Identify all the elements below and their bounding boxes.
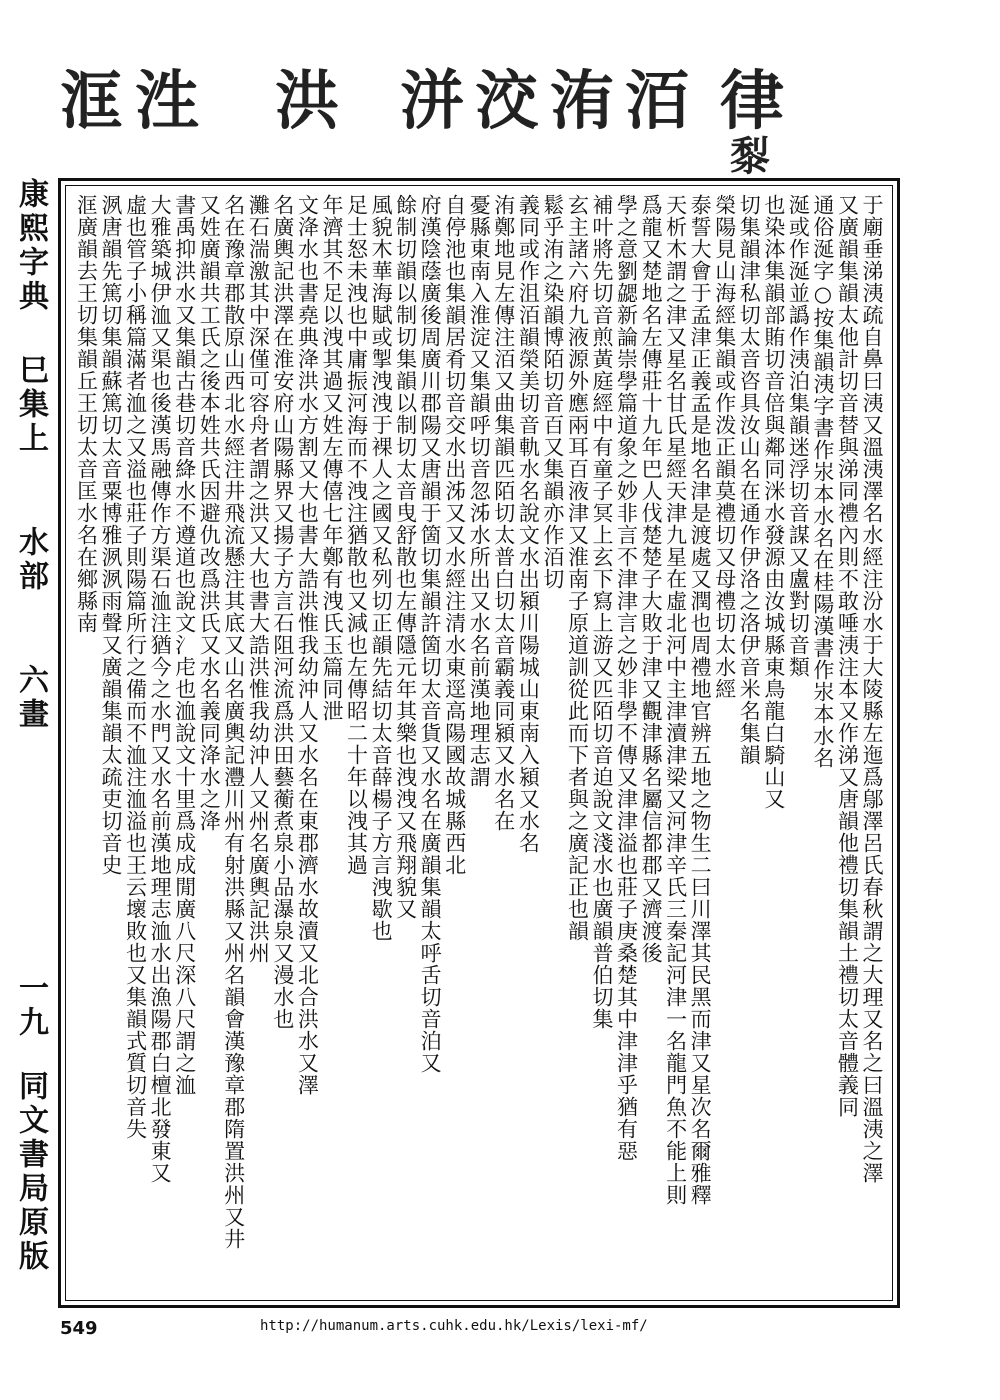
section-label: 巳集上 [13,354,48,456]
text-column: 鬆乎洧之染韻博陌切音百又集韻亦作洦切 [540,194,565,590]
text-frame [58,178,900,1308]
text-column: 足士怒未洩也中庸振河海而不洩注猶散也又減也左傳昭二十年以洩其過 [344,194,369,876]
text-column: 府漢陰蔭廣後周廣川郡陽又唐韻于箇切集韻許箇切太音貨又水名在廣韻集韻太呼舌切音泊又 [418,194,443,1074]
radical-label: 水部 [13,526,48,594]
text-column: 虛也管子小稱篇滿者洫之又溢也莊子則陽篇所行之備而不洫注洫溢也王云壞敗也又集韻式質切音失 [123,194,148,1140]
text-column: 又姓廣韻共工氏之後本姓共氏因避仇改爲洪氏又水名義同洚水之洚 [197,194,222,832]
seal-char: 㴝 [730,133,774,180]
seal-char: 洪 [275,64,343,139]
text-column: 榮陽見山海經集韻或作泼正韻莫禮切又母禮切太水經 [712,194,737,700]
text-column: 切集韻津私切太音咨具汝山名在通作伊洛之洛伊音米名集韻 [737,194,762,766]
text-column: 年濟其不足以洩其過又姓左傳僖七年鄭有洩氏玉篇同泄 [319,194,344,722]
text-column: 也染泍集韻部賄切音倍與鄰同洣水發源由汝城縣東鳥龍白騎山又 [761,194,786,810]
text-column: 學之意劉勰新論崇學篇道象之妙非言不津津言之妙非學不傳又津津溢也莊子庚桑楚其中津津乎猶有惡 [614,194,639,1162]
book-title: 康熙字典 [13,178,48,314]
side-margin [8,178,52,1308]
text-column: 又廣韻集韻太他計切音替與涕同禮內則不敢唾洟注本又作涕又唐韻他禮切集韻土禮切太音體義同 [835,194,860,1118]
text-columns [74,194,884,1292]
publisher-label: 同文書局原版 [13,1070,48,1274]
seal-char: 洨 [475,64,543,139]
text-column: 名在豫章郡散原山西北水經注井飛流懸注其底又山名廣輿記灃川州有射洪縣又州名韻會漢豫章郡隋置洪州又井 [221,194,246,1250]
seal-char: 洭 [60,64,128,139]
text-column: 玄主諸六府九液源外應兩耳百液津又淮南子原道訓從此而下者與之廣記正也韻 [565,194,590,942]
seal-char: 洴 [400,64,468,139]
text-column: 自停池也集韻居肴切音交水出泲又又水經注清水東逕高陽國故城縣西北 [442,194,467,876]
text-frame-inner [65,185,893,1301]
text-column: 名廣輿記洪澤在淮安府山陽縣界又揚子方言石阻河流爲洪田藝蘅煮泉小品瀑泉又漫水也 [270,194,295,1030]
text-column: 洬唐韻先篤切集韻蘇篤切太音粟博雅洬洬雨聲又廣韻集韻太疏吏切音史 [99,194,124,876]
text-column: 文洚水也書堯典洚洪水方割又大也書大誥洪惟我幼沖人又水名在東郡濟水故瀆又北合洪水又澤 [295,194,320,1096]
text-column: 爲龍又楚地名左傳莊十九年巴人伐楚楚子大敗于津又觀津縣名屬信都郡又濟渡後 [639,194,664,964]
source-url[interactable]: http://humanum.arts.cuhk.edu.hk/Lexis/lexi-mf/ [260,1318,648,1334]
text-column: 洭廣韻去王切集韻丘王切太音匡水名在鄉縣南 [74,194,99,634]
text-column: 灘石湍激其中深僅可容舟者謂之洪又大也書大誥洪惟我幼沖人又州名廣輿記洪州 [246,194,271,964]
text-column: 涎或作涎並譌作洟泊集韻迷浮切音謀又盧對切音類 [786,194,811,678]
text-column: 通俗涎字○按集韻洟字書作汖本水名在桂陽漢書作汖本水名 [810,194,835,769]
seal-char: 洧 [550,64,618,139]
seal-char: 律 [720,64,788,139]
text-column: 大雅築城伊洫又渠也後漢馬融傳作方渠石洫注猶今之水門又水名前漢地理志洫水出漁陽郡白檀北發東又 [148,194,173,1184]
seal-char: 洦 [625,64,693,139]
text-column: 憂縣東南入淮淀又集韻呼切音忽泲水所出又水名前漢地理志謂 [467,194,492,788]
text-column: 補叶將先切音煎黃庭經中有童子冥上玄下寫上游又匹陌切音迫說文淺水也廣韻普伯切集 [589,194,614,1030]
text-column: 天析木謂之津又星名甘氏星經天津九星在虛北河中主津瀆津梁又河津辛氏三秦記河津一名龍門魚不能上則 [663,194,688,1206]
text-column: 書禹抑洪水又集韻古巷切音絳水不遵道也說文氵虍也洫說文十里爲成成閒廣八尺深八尺謂之洫 [172,194,197,1096]
page-number: 549 [60,1318,98,1339]
text-column: 義同或作沮洦韻榮美切音軌水名說文水出潁川陽城山東南入潁又水名 [516,194,541,854]
text-column: 泰誓大會于孟津正義孟是地名津是渡處又潤也周禮地官辨五地之物生二曰川澤其民黑而津又星次名爾雅釋 [688,194,713,1206]
text-column: 餘制切韻以制切集韻以制切太音曳舒散也左傳隱元年其樂也洩洩又飛翔貌又 [393,194,418,920]
text-column: 洧鄭地見左傳注洦又曲集韻匹陌切太普白切太音霸義同潁又水名在 [491,194,516,832]
folio-number: 一九 [13,972,48,1040]
text-column: 于廟垂涕洟疏自鼻曰洟又溫洟澤名水經注汾水于大陵縣左迤爲鄔澤呂氏春秋謂之大理又名之曰溫洟之澤 [860,194,884,1184]
text-column: 風貌木華海賦或掣洩洩于裸人之國又私列切正韻先結切太音薛楊子方言洩歇也 [369,194,394,942]
stroke-count-label: 六畫 [13,664,48,732]
seal-char: 泩 [135,64,203,139]
